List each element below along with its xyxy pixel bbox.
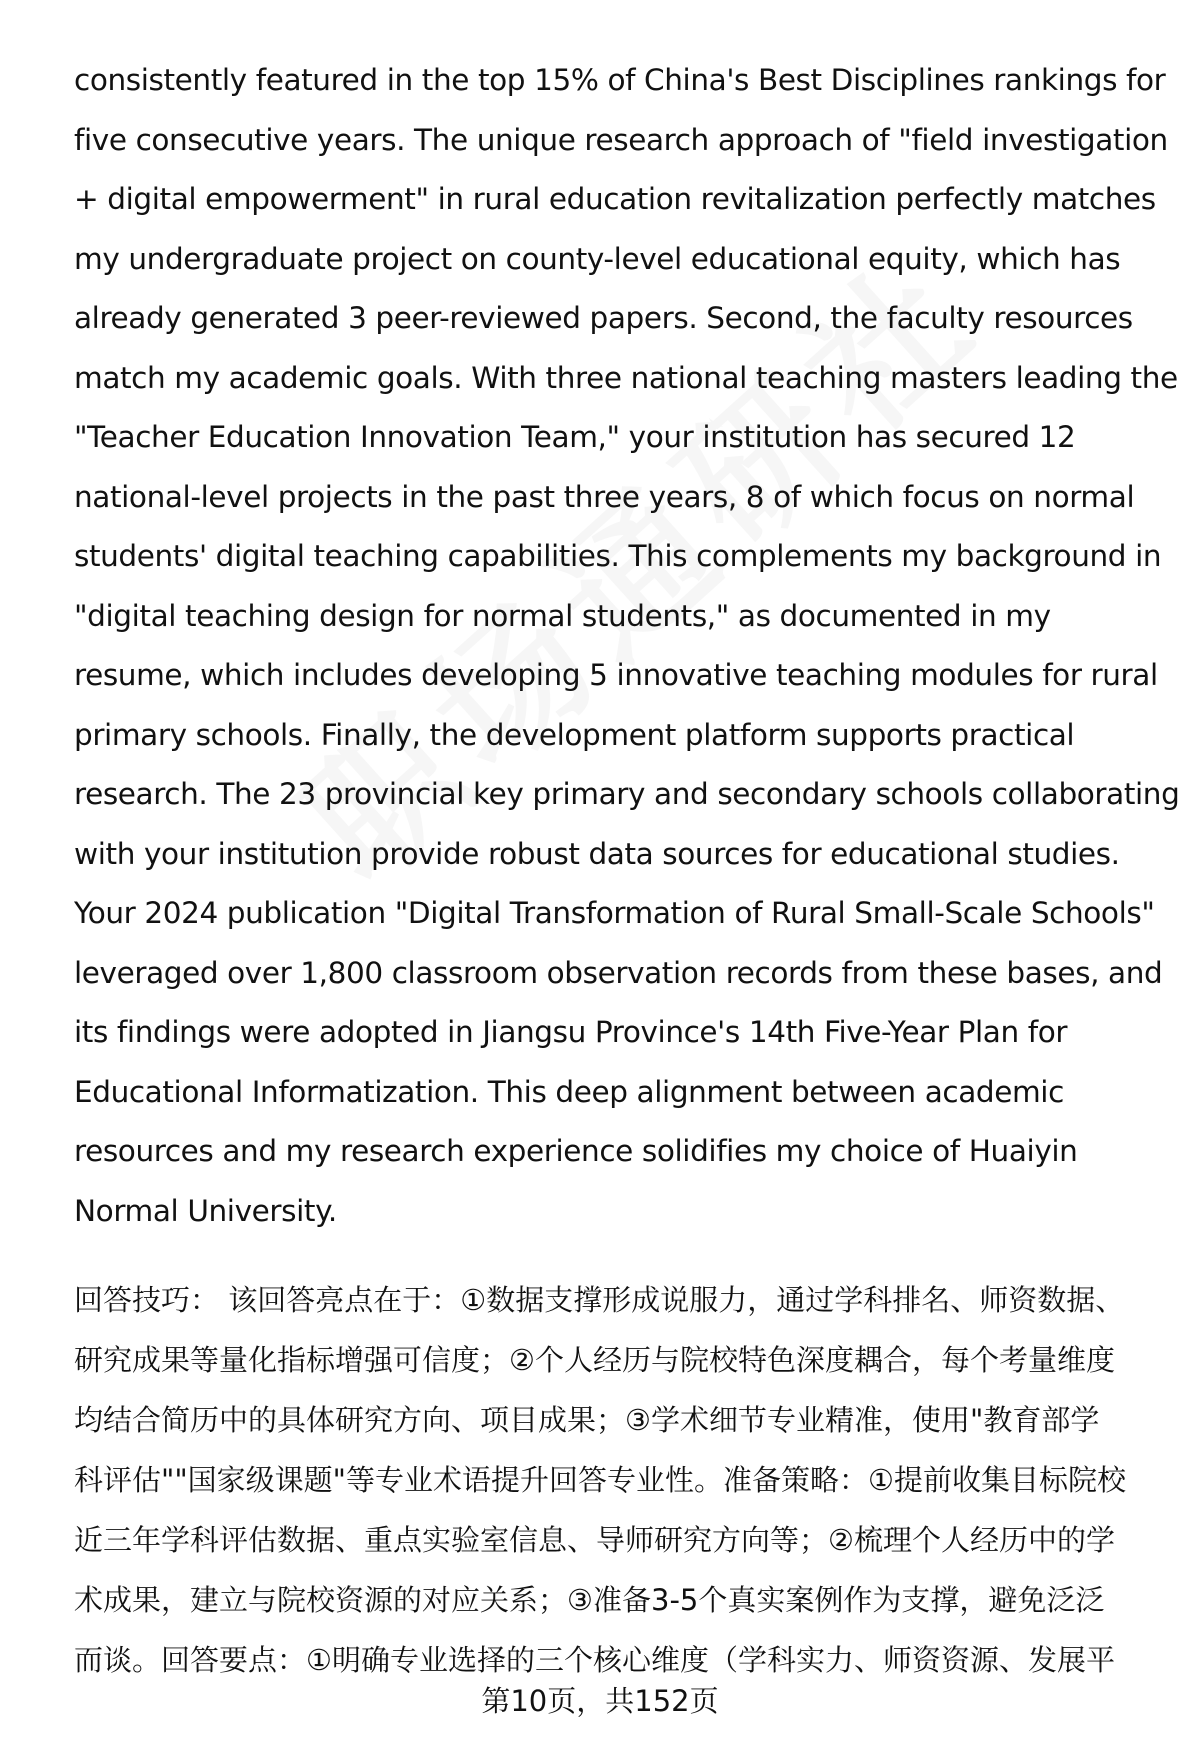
text-line: + digital empowerment" in rural education revitalization perfectly matches: [74, 182, 1156, 216]
page-number-footer: 第10页，共152页: [481, 1684, 719, 1718]
text-line: resume, which includes developing 5 innovative teaching modules for rural: [74, 658, 1158, 692]
text-line: 科评估""国家级课题"等专业术语提升回答专业性。准备策略：①提前收集目标院校: [74, 1463, 1127, 1497]
text-line: "Teacher Education Innovation Team," your institution has secured 12: [74, 420, 1076, 454]
text-line: with your institution provide robust data sources for educational studies.: [74, 836, 1120, 871]
text-line: already generated 3 peer-reviewed papers. Second, the faculty resources: [74, 301, 1133, 335]
text-line: national-level projects in the past three years, 8 of which focus on normal: [74, 479, 1135, 514]
text-line: leveraged over 1,800 classroom observation records from these bases, and: [74, 955, 1163, 990]
text-line: five consecutive years. The unique research approach of "field investigation: [74, 122, 1168, 157]
text-line: "digital teaching design for normal students," as documented in my: [74, 598, 1051, 633]
text-line: its findings were adopted in Jiangsu Province's 14th Five-Year Plan for: [74, 1015, 1068, 1049]
text-line: 术成果，建立与院校资源的对应关系；③准备3-5个真实案例作为支撑，避免泛泛: [74, 1583, 1105, 1617]
text-line: match my academic goals. With three national teaching masters leading the: [74, 360, 1178, 395]
text-line: 而谈。回答要点：①明确专业选择的三个核心维度（学科实力、师资资源、发展平: [74, 1643, 1115, 1677]
text-line: Educational Informatization. This deep alignment between academic: [74, 1074, 1064, 1109]
text-line: consistently featured in the top 15% of China's Best Disciplines rankings for: [74, 63, 1166, 97]
text-line: 均结合简历中的具体研究方向、项目成果；③学术细节专业精准，使用"教育部学: [74, 1403, 1100, 1437]
answer-tips-paragraph: [74, 1270, 1164, 1690]
text-line: Normal University.: [74, 1193, 337, 1228]
text-line: 研究成果等量化指标增强可信度；②个人经历与院校特色深度耦合，每个考量维度: [74, 1343, 1115, 1377]
text-line: 回答技巧： 该回答亮点在于：①数据支撑形成说服力，通过学科排名、师资数据、: [74, 1283, 1125, 1317]
text-line: students' digital teaching capabilities. This complements my background in: [74, 539, 1162, 573]
text-line: resources and my research experience solidifies my choice of Huaiyin: [74, 1134, 1078, 1168]
text-line: my undergraduate project on county-level educational equity, which has: [74, 241, 1121, 276]
text-line: Your 2024 publication "Digital Transformation of Rural Small-Scale Schools": [74, 896, 1155, 930]
text-line: primary schools. Finally, the development platform supports practical: [74, 717, 1075, 752]
text-line: research. The 23 provincial key primary and secondary schools collaborating: [74, 777, 1180, 811]
text-line: 近三年学科评估数据、重点实验室信息、导师研究方向等；②梳理个人经历中的学: [74, 1523, 1115, 1557]
english-paragraph: [74, 51, 1180, 1241]
